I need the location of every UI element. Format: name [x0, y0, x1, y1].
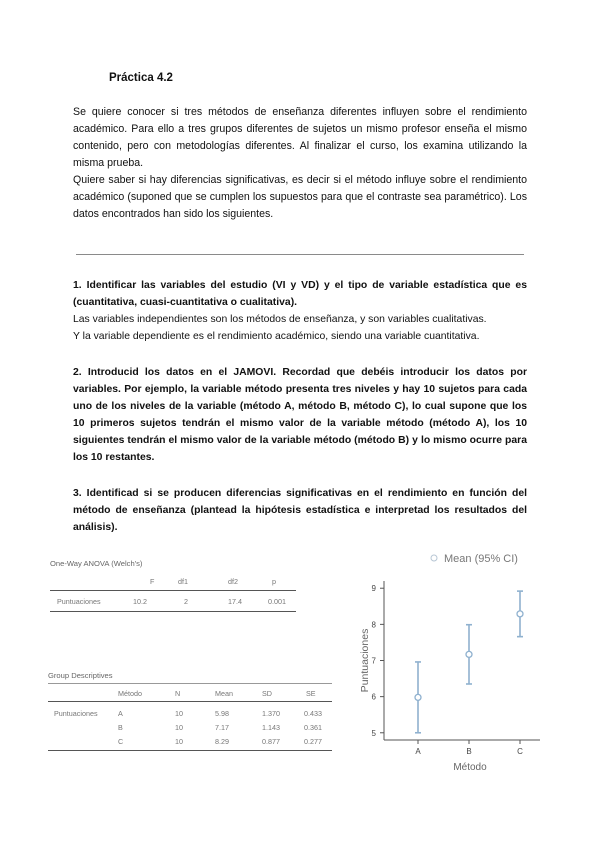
- anova-value-p: 0.001: [268, 597, 286, 606]
- question-3-heading: 3. Identificad si se producen diferencias significativas en el rendimiento en función del método de enseñanza (plantead la hipótesis estadística e interpretad los resultados del análisis).: [73, 488, 527, 533]
- mean-point-A: [415, 694, 421, 700]
- mean-point-C: [517, 611, 523, 617]
- mean-point-B: [466, 651, 472, 657]
- descriptives-metodo-a: A: [118, 709, 123, 718]
- x-tick-label-B: B: [466, 747, 472, 756]
- legend-label: Mean (95% CI): [444, 553, 518, 565]
- y-tick-label-9: 9: [371, 584, 376, 594]
- descriptives-n-a: 10: [175, 709, 183, 718]
- question-1-answer-2: Y la variable dependiente es el rendimiento académico, siendo una variable cuantitativa.: [73, 331, 480, 342]
- descriptives-header-sd: SD: [262, 689, 272, 698]
- descriptives-sd-a: 1.370: [262, 709, 280, 718]
- descriptives-bottom-rule: [48, 750, 332, 751]
- descriptives-mean-b: 7.17: [215, 723, 229, 732]
- means-ci-chart: [350, 545, 550, 780]
- descriptives-sd-b: 1.143: [262, 723, 280, 732]
- descriptives-header-n: N: [175, 689, 181, 698]
- intro-paragraph-1: Se quiere conocer si tres métodos de enseñanza diferentes influyen sobre el rendimiento académico. Para ello a tres grupos diferentes de sujetos un mismo profesor enseña el mismo contenido, pero con metodologías diferentes. Al finalizar el curso, los examina utilizando la misma prueba.: [73, 106, 527, 169]
- anova-value-f: 10.2: [133, 597, 147, 606]
- legend-marker: [431, 555, 437, 561]
- y-tick-label-5: 5: [371, 728, 376, 738]
- descriptives-caption: Group Descriptives: [48, 671, 113, 680]
- descriptives-sd-c: 0.877: [262, 737, 280, 746]
- question-2-heading: 2. Introducid los datos en el JAMOVI. Recordad que debéis introducir los datos por variables. Por ejemplo, la variable método presenta tres niveles y hay 10 sujetos para cada uno de los niveles de la variable (método A, método B, método C), lo cual supone que los 10 primeros sujetos tendrán el mismo valor de la variable método (método A), los 10 siguientes tendrán el mismo valor de la variable método (método B) y lo mismo ocurre para los 10 restantes.: [73, 367, 527, 463]
- descriptives-n-b: 10: [175, 723, 183, 732]
- descriptives-header-se: SE: [306, 689, 316, 698]
- x-tick-label-C: C: [517, 747, 523, 756]
- descriptives-row-label: Puntuaciones: [54, 709, 98, 718]
- y-axis-title: Puntuaciones: [359, 628, 371, 693]
- descriptives-header-rule: [48, 701, 332, 702]
- descriptives-metodo-c: C: [118, 737, 124, 746]
- descriptives-se-a: 0.433: [304, 709, 322, 718]
- descriptives-se-c: 0.277: [304, 737, 322, 746]
- anova-header-df2: df2: [228, 577, 238, 586]
- page-title: Práctica 4.2: [109, 72, 173, 84]
- anova-caption: One-Way ANOVA (Welch's): [50, 559, 143, 568]
- descriptives-metodo-b: B: [118, 723, 123, 732]
- x-axis-title: Método: [453, 762, 487, 773]
- descriptives-mean-c: 8.29: [215, 737, 229, 746]
- anova-value-df1: 2: [184, 597, 188, 606]
- descriptives-top-rule: [48, 683, 332, 684]
- anova-row-label: Puntuaciones: [57, 597, 101, 606]
- y-tick-label-6: 6: [371, 692, 376, 702]
- anova-header-df1: df1: [178, 577, 188, 586]
- anova-header-f: F: [150, 577, 155, 586]
- x-tick-label-A: A: [415, 747, 421, 756]
- descriptives-mean-a: 5.98: [215, 709, 229, 718]
- descriptives-header-metodo: Método: [118, 689, 142, 698]
- anova-header-p: p: [272, 577, 276, 586]
- descriptives-header-mean: Mean: [215, 689, 233, 698]
- intro-paragraph-2: Quiere saber si hay diferencias significativas, es decir si el método influye sobre el rendimiento académico (suponed que se cumplen los supuestos para que el contraste sea paramétrico). Los datos encontrados han sido los siguientes.: [73, 174, 527, 220]
- question-1-heading: 1. Identificar las variables del estudio (VI y VD) y el tipo de variable estadística que es (cuantitativa, cuasi-cuantitativa o cualitativa).: [73, 280, 527, 308]
- anova-value-df2: 17.4: [228, 597, 242, 606]
- y-tick-label-7: 7: [371, 656, 376, 666]
- descriptives-se-b: 0.361: [304, 723, 322, 732]
- y-tick-label-8: 8: [371, 620, 376, 630]
- question-1-answer-1: Las variables independientes son los métodos de enseñanza, y son variables cualitativas.: [73, 314, 487, 325]
- descriptives-n-c: 10: [175, 737, 183, 746]
